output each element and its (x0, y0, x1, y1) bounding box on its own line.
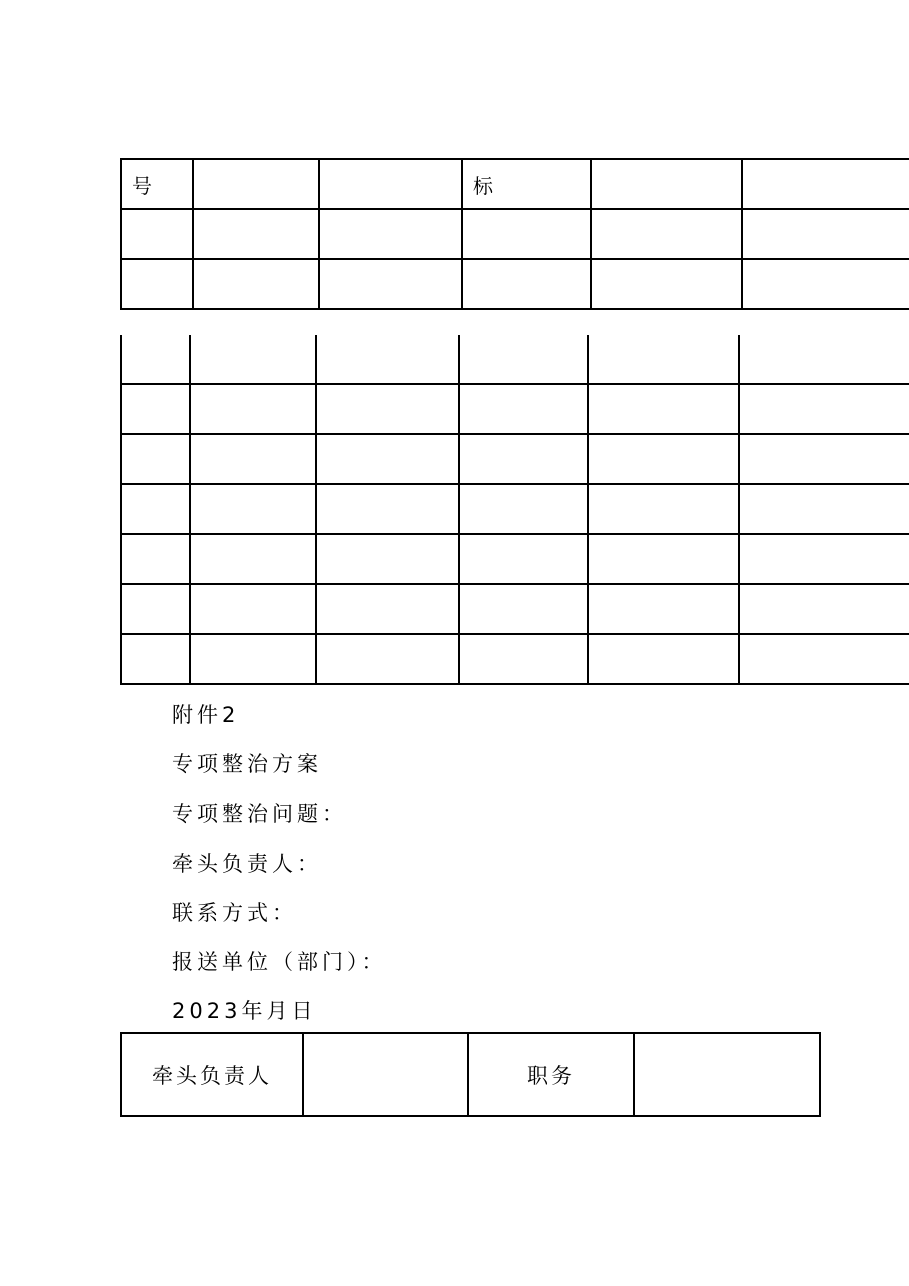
table-cell (591, 159, 742, 209)
plan-title: 专项整治方案 (172, 752, 322, 776)
lead-person-value (303, 1033, 468, 1116)
table-cell (121, 434, 190, 484)
table-cell (193, 209, 319, 259)
position-cell: 职务 (468, 1033, 634, 1116)
table-cell (316, 534, 459, 584)
lead-person-cell: 牵头负责人 (121, 1033, 303, 1116)
attachment-label: 附件2 (172, 703, 240, 727)
table-cell (316, 434, 459, 484)
table-row (121, 584, 909, 634)
table-cell (739, 584, 909, 634)
table-cell (459, 384, 588, 434)
table-cell (316, 335, 459, 384)
table-cell (742, 209, 909, 259)
table-cell (591, 209, 742, 259)
table-cell (190, 584, 316, 634)
table-cell (193, 259, 319, 309)
table-cell (588, 434, 739, 484)
table-cell (742, 259, 909, 309)
table-cell (121, 259, 193, 309)
table-cell (739, 434, 909, 484)
reporting-unit-label: 报送单位（部门）： (172, 950, 387, 974)
date-line: 2023年月日 (172, 999, 317, 1023)
table-row (121, 259, 909, 309)
header-cell-target: 标 (462, 159, 591, 209)
table-cell (121, 634, 190, 684)
table-cell (190, 484, 316, 534)
table-row (121, 484, 909, 534)
table-cell (459, 534, 588, 584)
table-cell (459, 634, 588, 684)
contact-label: 联系方式： (172, 901, 297, 925)
table-cell (588, 584, 739, 634)
table-cell (193, 159, 319, 209)
table-cell (190, 335, 316, 384)
table-cell (319, 209, 462, 259)
table-cell (739, 634, 909, 684)
top-table (120, 158, 909, 310)
table-cell (316, 634, 459, 684)
table-row (121, 209, 909, 259)
table-cell (588, 384, 739, 434)
table-cell (190, 384, 316, 434)
table-cell (190, 634, 316, 684)
table-cell (588, 484, 739, 534)
table-cell (121, 384, 190, 434)
table-cell (588, 534, 739, 584)
table-row (121, 159, 909, 209)
position-value (634, 1033, 820, 1116)
table-row (121, 534, 909, 584)
table-cell (739, 484, 909, 534)
table-cell (459, 484, 588, 534)
table-cell (459, 584, 588, 634)
table-cell (739, 534, 909, 584)
table-cell (462, 209, 591, 259)
table-cell (316, 384, 459, 434)
table-cell (459, 335, 588, 384)
table-cell (742, 159, 909, 209)
header-cell-number: 号 (121, 159, 193, 209)
table-cell (121, 484, 190, 534)
table-cell (319, 259, 462, 309)
continued-table (120, 335, 909, 685)
table-cell (190, 534, 316, 584)
table-cell (588, 335, 739, 384)
table-row (121, 434, 909, 484)
table-cell (739, 335, 909, 384)
table-cell (121, 335, 190, 384)
table-cell (319, 159, 462, 209)
table-cell (316, 584, 459, 634)
table-cell (739, 384, 909, 434)
table-cell (121, 584, 190, 634)
table-row (121, 634, 909, 684)
table-cell (588, 634, 739, 684)
table-cell (121, 534, 190, 584)
table-cell (462, 259, 591, 309)
lead-info-table (120, 1032, 821, 1117)
table-cell (591, 259, 742, 309)
lead-person-label: 牵头负责人： (172, 852, 322, 876)
table-row (121, 384, 909, 434)
table-cell (121, 209, 193, 259)
table-cell (190, 434, 316, 484)
table-cell (459, 434, 588, 484)
table-row (121, 335, 909, 384)
table-row (121, 1033, 820, 1116)
table-cell (316, 484, 459, 534)
issue-label: 专项整治问题： (172, 802, 347, 826)
